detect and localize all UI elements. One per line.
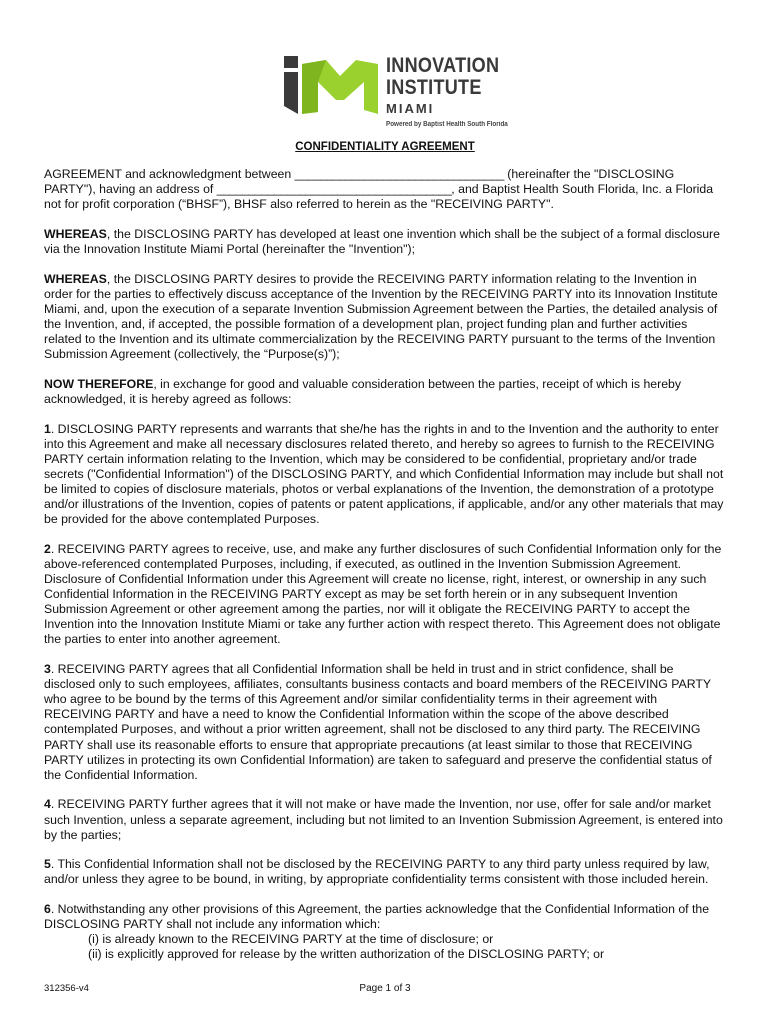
whereas-paragraph-2 — [44, 272, 728, 363]
clause-number: 3 — [44, 662, 51, 677]
logo-line-innovation: INNOVATION — [386, 54, 500, 77]
whereas-lead-1: WHEREAS — [44, 226, 107, 241]
page-number: Page 1 of 3 — [359, 983, 411, 994]
intro-paragraph — [44, 167, 728, 212]
disclosing-party-address-field[interactable]: _____________________________________ — [216, 182, 452, 197]
clause-5 — [44, 857, 728, 887]
disclosing-party-name-field[interactable]: _________________________________ — [294, 167, 504, 181]
logo-line-institute: INSTITUTE — [386, 76, 482, 99]
clause-6 — [44, 902, 728, 932]
clause-text: . RECEIVING PARTY agrees to receive, use, and make any further disclosures of such Confidential Information only for the above-referenced contemplated Purposes, including, if executed, as outlined in the Invention Submission Agreement. Disclosure of Confidential Information under this Agreement will create no license, right, interest, or ownership in any such Confidential Information in the RECEIVING PARTY except as may be set forth herein or in any subsequent Invention Submission Agreement or other agreement among the parties, nor will it obligate the RECEIVING PARTY to accept the Invention into the Innovation Institute Miami or take any further action with respect thereto. This Agreement does not obligate the parties to enter into another agreement. — [44, 541, 722, 647]
clause-4 — [44, 797, 728, 842]
clause-text: . RECEIVING PARTY further agrees that it will not make or have made the Invention, nor use, offer for sale and/or market such Invention, unless a separate agreement, including but not limited to an Invention Submission Agreement, is entered into by the parties; — [44, 797, 723, 842]
intro-text-2: (hereinafter the "DISCLOSING PARTY"), having an address of — [44, 167, 675, 197]
clause-text: . Notwithstanding any other provisions of this Agreement, the parties acknowledge that the Confidential Information of the DISCLOSING PARTY shall not include any information which: — [44, 902, 710, 932]
clause-number: 6 — [44, 902, 51, 917]
logo-mark-icon — [282, 54, 380, 116]
whereas-text-2: , the DISCLOSING PARTY desires to provide the RECEIVING PARTY information relating to the Invention in order for the parties to effectively discuss acceptance of the Invention by the RECEIVING PARTY into its Innovation Institute Miami, and, upon the execution of a separate Invention Submission Agreement between the Parties, the detailed analysis of the Invention, and, if accepted, the possible formation of a development plan, project funding plan and further activities related to the Invention and its ultimate commercialization by the RECEIVING PARTY pursuant to the terms of the Invention Submission Agreement (collectively, the “Purpose(s)”); — [44, 271, 718, 362]
clause-number: 1 — [44, 421, 51, 436]
whereas-lead-2: WHEREAS — [44, 271, 107, 286]
whereas-text-1: , the DISCLOSING PARTY has developed at least one invention which shall be the subject of a formal disclosure via the Innovation Institute Miami Portal (hereinafter the "Invention"); — [44, 226, 720, 256]
innovation-institute-logo — [282, 52, 508, 134]
document-id: 312356-v4 — [44, 983, 89, 994]
now-therefore-lead: NOW THEREFORE — [44, 376, 154, 391]
document-title: CONFIDENTIALITY AGREEMENT — [295, 141, 475, 153]
now-therefore-paragraph — [44, 377, 728, 407]
clause-number: 2 — [44, 541, 51, 556]
logo-tagline: Powered by Baptist Health South Florida — [386, 121, 508, 128]
now-therefore-text: , in exchange for good and valuable consideration between the parties, receipt of which is hereby acknowledged, it is hereby agreed as follows: — [44, 376, 682, 406]
logo-line-miami: MIAMI — [386, 101, 435, 116]
intro-text-3: , and Baptist Health South Florida, Inc. a Florida not for profit corporation (“BHSF”), BHSF also referred to herein as the "RECEIVING PARTY". — [44, 182, 714, 212]
clause-number: 4 — [44, 797, 51, 812]
clause-1 — [44, 422, 728, 528]
whereas-paragraph-1 — [44, 227, 728, 257]
agreement-body — [44, 167, 728, 962]
clause-number: 5 — [44, 857, 51, 872]
sub-item-i: (i) is already known to the RECEIVING PARTY at the time of disclosure; or — [88, 932, 494, 947]
intro-text-1: AGREEMENT and acknowledgment between — [44, 167, 295, 181]
sub-item-ii: (ii) is explicitly approved for release by the written authorization of the DISCLOSING PARTY; or — [88, 947, 605, 962]
clause-text: . This Confidential Information shall not be disclosed by the RECEIVING PARTY to any third party unless required by law, and/or unless they agree to be bound, in writing, by appropriate confidentiality terms consistent with those included herein. — [44, 857, 710, 887]
clause-3 — [44, 662, 728, 783]
logo-wordmark — [386, 55, 518, 117]
clause-text: . DISCLOSING PARTY represents and warrants that she/he has the rights in and to the Invention and the authority to enter into this Agreement and make all necessary disclosures related thereto, and hereby so agrees to furnish to the RECEIVING PARTY certain information relating to the Invention, which may be considered to be confidential, proprietary and/or trade secrets ("Confidential Information") of the DISCLOSING PARTY, and which Confidential Information may include but shall not be limited to copies of disclosure materials, photos or verbal explanations of the Invention, the demonstration of a prototype and/or illustrations of the Invention, copies of patents or patent applications, if applicable, and/or any other materials that may be provided for the above contemplated Purposes. — [44, 421, 724, 527]
clause-text: . RECEIVING PARTY agrees that all Confidential Information shall be held in trust and in strict confidence, shall be disclosed only to such employees, affiliates, consultants business contacts and board members of the RECEIVING PARTY who agree to be bound by the terms of this Agreement and/or similar confidentiality terms in their agreement with RECEIVING PARTY and have a need to know the Confidential Information within the scope of the above described contemplated Purposes, and without a prior written agreement, shall not be disclosed to any third party. The RECEIVING PARTY shall use its reasonable efforts to ensure that appropriate precautions (at least similar to those that RECEIVING PARTY utilizes in protecting its own Confidential Information) are taken to safeguard and preserve the confidential status of the Confidential Information. — [44, 662, 712, 782]
clause-2 — [44, 542, 728, 648]
